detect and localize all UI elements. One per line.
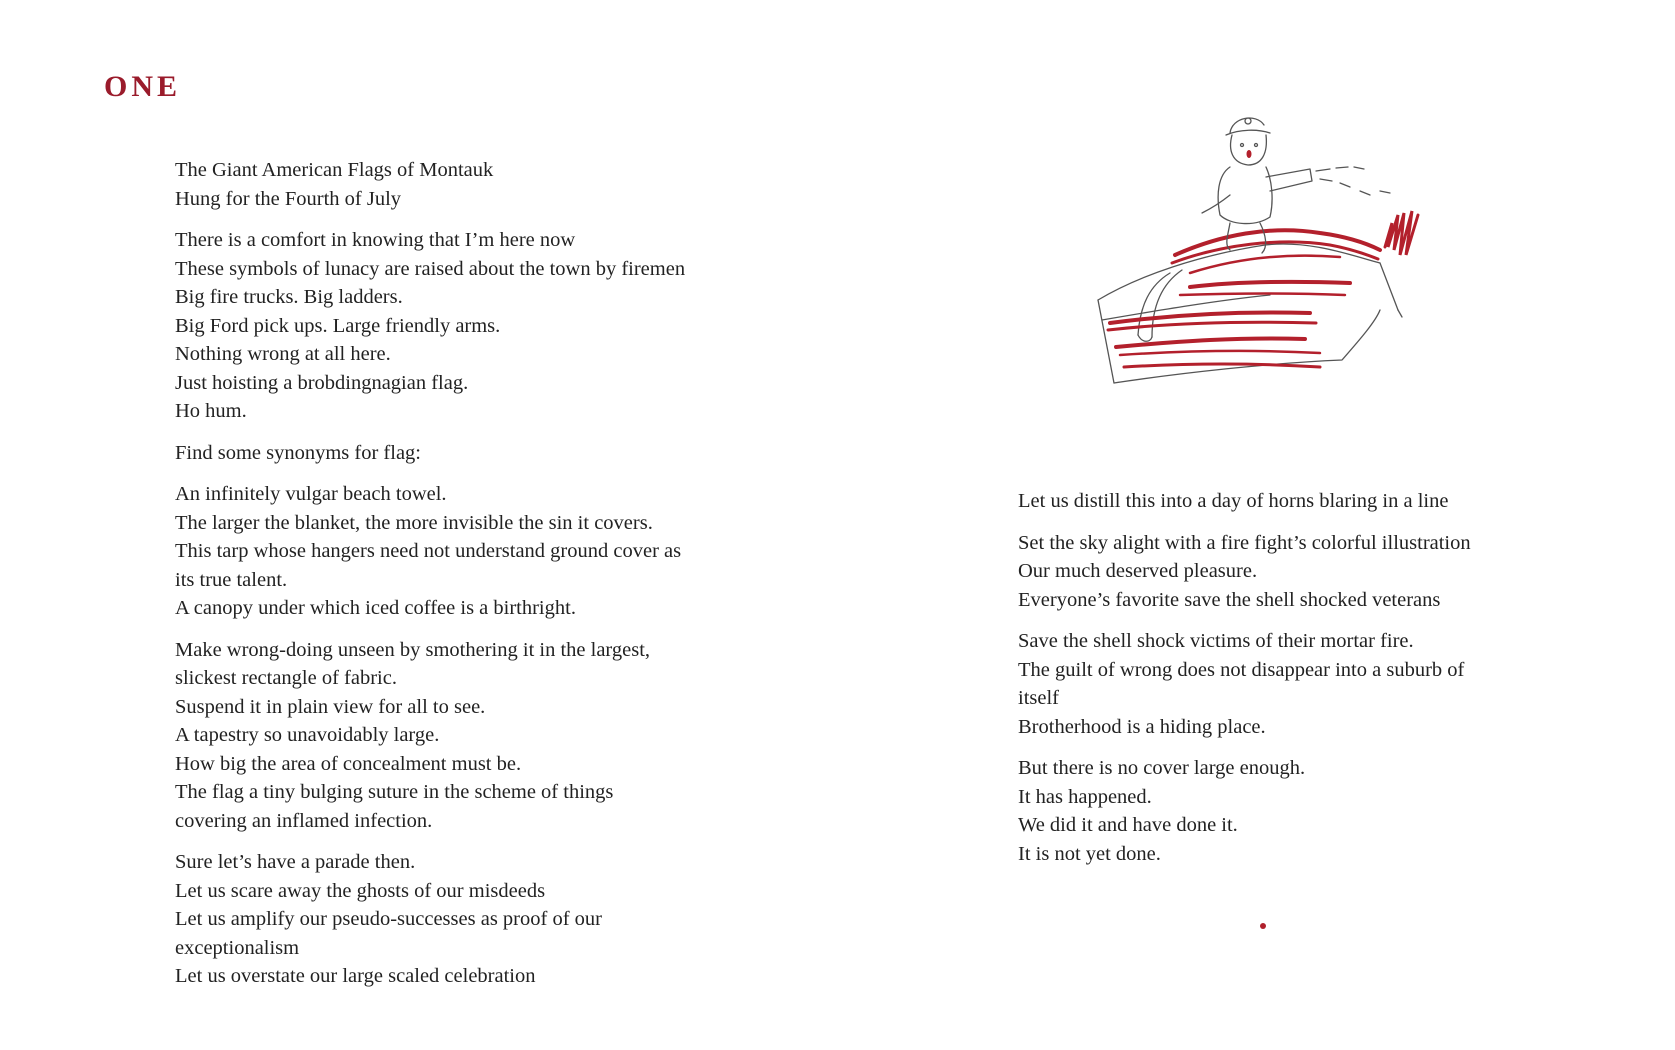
verse-line: A canopy under which iced coffee is a birthright. <box>175 597 576 619</box>
poem-title-line: The Giant American Flags of Montauk <box>175 159 494 181</box>
verse-line: Suspend it in plain view for all to see. <box>175 695 486 718</box>
verse-line: A tapestry so unavoidably large. <box>175 724 440 746</box>
stanza <box>175 848 735 991</box>
verse-line: Save the shell shock victims of their mortar fire. <box>1018 630 1414 652</box>
verse-line: The flag a tiny bulging suture in the scheme of things <box>175 781 614 803</box>
firefighter-on-flag-drawing-icon <box>1080 105 1450 410</box>
stanza <box>175 226 735 426</box>
verse-line: There is a comfort in knowing that I’m here now <box>175 229 576 251</box>
verse-line: The guilt of wrong does not disappear into a suburb of <box>1018 658 1465 681</box>
verse-line: Let us scare away the ghosts of our misdeeds <box>175 879 546 902</box>
right-page-poem <box>1018 487 1518 881</box>
verse-line: Our much deserved pleasure. <box>1018 560 1258 582</box>
stanza <box>1018 627 1518 741</box>
poem-title <box>175 156 735 213</box>
verse-line: Everyone’s favorite save the shell shocked veterans <box>1018 588 1441 611</box>
verse-line: Big Ford pick ups. Large friendly arms. <box>175 314 501 337</box>
verse-line: itself <box>1018 687 1059 709</box>
verse-line: Let us overstate our large scaled celebration <box>175 965 536 987</box>
verse-line: These symbols of lunacy are raised about the town by firemen <box>175 257 686 280</box>
verse-line: But there is no cover large enough. <box>1018 757 1306 779</box>
stanza <box>175 439 735 468</box>
verse-line: Big fire trucks. Big ladders. <box>175 286 403 308</box>
verse-line: its true talent. <box>175 568 288 591</box>
stanza <box>175 480 735 623</box>
verse-line: Sure let’s have a parade then. <box>175 851 416 873</box>
verse-line: Ho hum. <box>175 400 247 422</box>
verse-line: The larger the blanket, the more invisible the sin it covers. <box>175 511 653 534</box>
verse-line: How big the area of concealment must be. <box>175 752 522 775</box>
verse-line: An infinitely vulgar beach towel. <box>175 483 447 505</box>
verse-line: We did it and have done it. <box>1018 814 1238 836</box>
verse-line: exceptionalism <box>175 936 300 959</box>
verse-line: Let us distill this into a day of horns blaring in a line <box>1018 490 1449 512</box>
stanza <box>175 636 735 836</box>
verse-line: It has happened. <box>1018 785 1152 808</box>
verse-line: Make wrong-doing unseen by smothering it in the largest, <box>175 638 651 661</box>
stanza <box>1018 529 1518 615</box>
verse-line: covering an inflamed infection. <box>175 809 433 832</box>
chapter-heading: ONE <box>104 70 182 103</box>
verse-line: Nothing wrong at all here. <box>175 343 391 365</box>
poem-title-line: Hung for the Fourth of July <box>175 187 402 210</box>
verse-line: Find some synonyms for flag: <box>175 441 421 464</box>
verse-line: Set the sky alight with a fire fight’s colorful illustration <box>1018 531 1471 554</box>
end-of-chapter-dot <box>1260 923 1266 929</box>
stanza <box>1018 754 1518 868</box>
verse-line: slickest rectangle of fabric. <box>175 667 397 689</box>
stanza <box>1018 487 1518 516</box>
left-page-poem <box>175 156 735 1004</box>
verse-line: Just hoisting a brobdingnagian flag. <box>175 371 469 394</box>
verse-line: Brotherhood is a hiding place. <box>1018 715 1266 738</box>
verse-line: It is not yet done. <box>1018 842 1161 865</box>
verse-line: Let us amplify our pseudo-successes as proof of our <box>175 908 602 930</box>
verse-line: This tarp whose hangers need not understand ground cover as <box>175 540 682 562</box>
